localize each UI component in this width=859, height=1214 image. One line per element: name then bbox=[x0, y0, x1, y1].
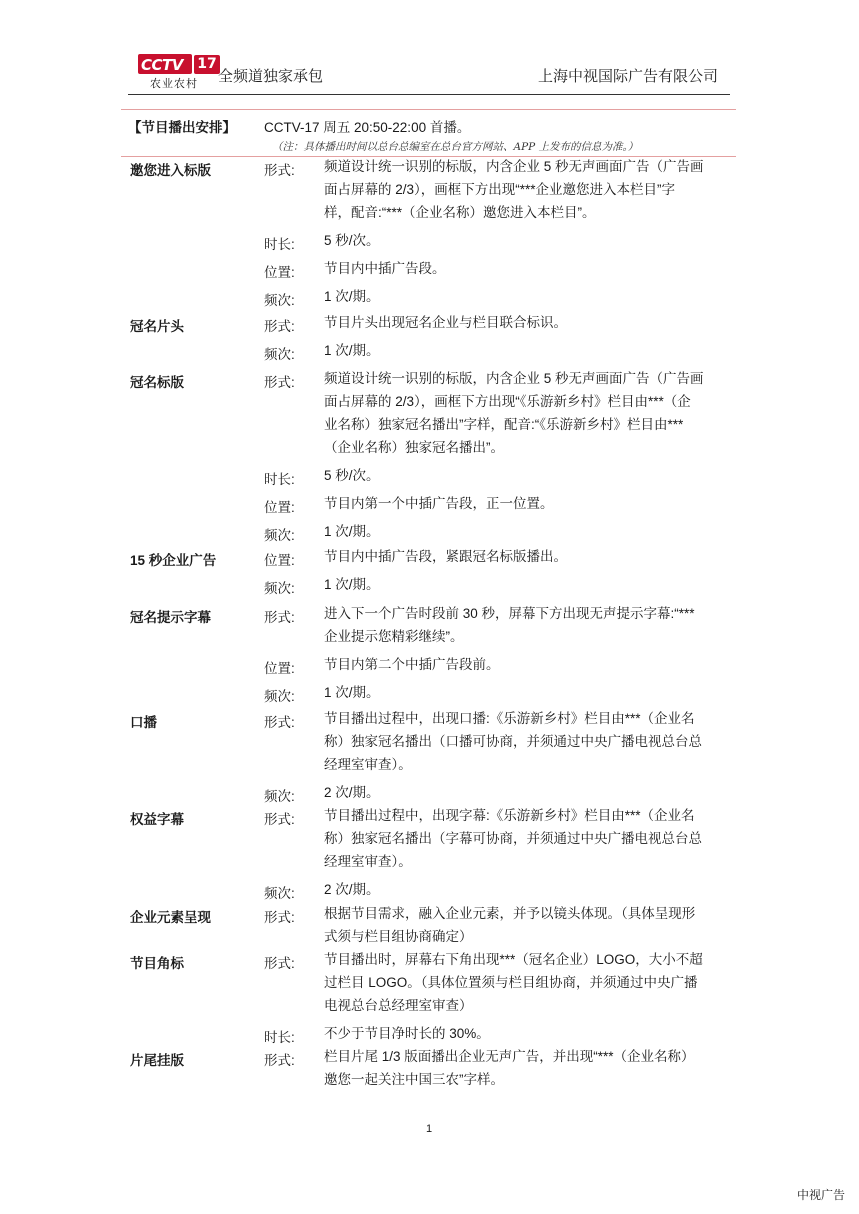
row-value bbox=[324, 545, 730, 568]
row-label: 形式: bbox=[264, 956, 295, 971]
row-value-line: 节目内中插广告段，紧跟冠名标版播出。 bbox=[324, 549, 567, 564]
row-label: 形式: bbox=[264, 812, 295, 827]
row-value-line: 根据节目需求，融入企业元素，并予以镜头体现。（具体呈现形 bbox=[324, 906, 696, 921]
row-value-line: 1 次/期。 bbox=[324, 343, 380, 358]
schedule-top-rule bbox=[121, 109, 736, 110]
row-value-line: 式须与栏目组协商确定） bbox=[324, 929, 473, 944]
header-rule bbox=[128, 94, 730, 95]
row-value-line: 2 次/期。 bbox=[324, 785, 380, 800]
row-value bbox=[324, 804, 730, 873]
row-label: 时长: bbox=[264, 237, 295, 252]
row-value bbox=[324, 707, 730, 776]
row-label: 形式: bbox=[264, 610, 295, 625]
row-value-line: 不少于节目净时长的 30%。 bbox=[324, 1026, 490, 1041]
page-header bbox=[128, 48, 730, 96]
row-label: 位置: bbox=[264, 661, 295, 676]
row-label: 频次: bbox=[264, 581, 295, 596]
row-value bbox=[324, 520, 730, 543]
row-label: 频次: bbox=[264, 347, 295, 362]
row-label: 位置: bbox=[264, 500, 295, 515]
row-value-line: 邀您一起关注中国三农”字样。 bbox=[324, 1072, 504, 1087]
watermark: 中视广告 bbox=[796, 1188, 845, 1202]
row-value bbox=[324, 573, 730, 596]
row-value bbox=[324, 681, 730, 704]
row-value bbox=[324, 1045, 730, 1091]
row-value bbox=[324, 1022, 730, 1045]
row-value-line: 5 秒/次。 bbox=[324, 468, 380, 483]
row-value bbox=[324, 902, 730, 948]
row-value-line: 节目内第一个中插广告段，正一位置。 bbox=[324, 496, 554, 511]
row-value-line: 1 次/期。 bbox=[324, 577, 380, 592]
section-title: 权益字幕 bbox=[130, 812, 184, 827]
row-label: 频次: bbox=[264, 789, 295, 804]
row-label: 形式: bbox=[264, 375, 295, 390]
row-value-line: 1 次/期。 bbox=[324, 289, 380, 304]
row-value-line: 面占屏幕的 2/3），画框下方出现“《乐游新乡村》栏目由***（企 bbox=[324, 394, 691, 409]
row-value bbox=[324, 602, 730, 648]
row-value-line: 业名称）独家冠名播出”字样，配音:“《乐游新乡村》栏目由*** bbox=[324, 417, 684, 432]
row-label: 频次: bbox=[264, 528, 295, 543]
section-title: 口播 bbox=[130, 715, 157, 730]
row-value-line: 2 次/期。 bbox=[324, 882, 380, 897]
row-value bbox=[324, 367, 730, 459]
row-value-line: 频道设计统一识别的标版，内含企业 5 秒无声画面广告（广告画 bbox=[324, 371, 704, 386]
row-value-line: 节目片头出现冠名企业与栏目联合标识。 bbox=[324, 315, 567, 330]
row-value bbox=[324, 492, 730, 515]
section-title: 冠名片头 bbox=[130, 319, 184, 334]
row-value-line: 栏目片尾 1/3 版面播出企业无声广告，并出现“***（企业名称） bbox=[324, 1049, 695, 1064]
header-company-name: 上海中视国际广告有限公司 bbox=[537, 68, 718, 85]
section-title: 企业元素呈现 bbox=[130, 910, 211, 925]
section-title: 节目角标 bbox=[130, 956, 184, 971]
logo-subtitle: 农业农村 bbox=[150, 78, 198, 90]
row-label: 形式: bbox=[264, 319, 295, 334]
section-title: 15 秒企业广告 bbox=[130, 553, 217, 568]
row-value-line: 1 次/期。 bbox=[324, 685, 380, 700]
row-value-line: 节目内第二个中插广告段前。 bbox=[324, 657, 500, 672]
row-value-line: 经理室审查）。 bbox=[324, 854, 412, 869]
row-value-line: 称）独家冠名播出（字幕可协商，并须通过中央广播电视总台总 bbox=[324, 831, 702, 846]
schedule-note: （注：具体播出时间以总台总编室在总台官方网站、APP 上发布的信息为准。） bbox=[272, 141, 639, 153]
row-value bbox=[324, 285, 730, 308]
row-value-line: 样，配音:“***（企业名称）邀您进入本栏目”。 bbox=[324, 205, 596, 220]
row-label: 形式: bbox=[264, 910, 295, 925]
header-left-title: 全频道独家承包 bbox=[218, 68, 324, 85]
row-value bbox=[324, 653, 730, 676]
row-value bbox=[324, 464, 730, 487]
row-value-line: 称）独家冠名播出（口播可协商，并须通过中央广播电视总台总 bbox=[324, 734, 702, 749]
row-value-line: 进入下一个广告时段前 30 秒，屏幕下方出现无声提示字幕:“*** bbox=[324, 606, 695, 621]
row-label: 频次: bbox=[264, 689, 295, 704]
row-label: 形式: bbox=[264, 163, 295, 178]
row-value bbox=[324, 339, 730, 362]
page-number: 1 bbox=[426, 1123, 433, 1135]
row-value-line: 节目内中插广告段。 bbox=[324, 261, 446, 276]
row-value-line: 节目播出过程中，出现口播:《乐游新乡村》栏目由***（企业名 bbox=[324, 711, 695, 726]
row-value bbox=[324, 229, 730, 252]
section-title: 片尾挂版 bbox=[130, 1053, 184, 1068]
row-value bbox=[324, 311, 730, 334]
row-label: 位置: bbox=[264, 553, 295, 568]
row-label: 位置: bbox=[264, 265, 295, 280]
row-label: 形式: bbox=[264, 715, 295, 730]
section-title: 邀您进入标版 bbox=[130, 163, 211, 178]
section-title: 冠名提示字幕 bbox=[130, 610, 211, 625]
row-value-line: 经理室审查）。 bbox=[324, 757, 412, 772]
section-title: 冠名标版 bbox=[130, 375, 184, 390]
cctv17-logo bbox=[138, 54, 217, 90]
logo-channel: 17 bbox=[194, 55, 220, 74]
row-label: 形式: bbox=[264, 1053, 295, 1068]
row-value-line: 电视总台总经理室审查） bbox=[324, 998, 473, 1013]
row-value bbox=[324, 257, 730, 280]
row-value bbox=[324, 878, 730, 901]
row-value-line: 频道设计统一识别的标版，内含企业 5 秒无声画面广告（广告画 bbox=[324, 159, 704, 174]
schedule-label: 【节目播出安排】 bbox=[128, 120, 236, 135]
row-label: 时长: bbox=[264, 472, 295, 487]
row-value bbox=[324, 155, 730, 224]
row-value-line: 1 次/期。 bbox=[324, 524, 380, 539]
row-value bbox=[324, 781, 730, 804]
row-value-line: （企业名称）独家冠名播出”。 bbox=[324, 440, 504, 455]
row-value-line: 企业提示您精彩继续”。 bbox=[324, 629, 464, 644]
row-label: 频次: bbox=[264, 293, 295, 308]
row-value-line: 节目播出过程中，出现字幕:《乐游新乡村》栏目由***（企业名 bbox=[324, 808, 695, 823]
row-label: 时长: bbox=[264, 1030, 295, 1045]
row-value-line: 5 秒/次。 bbox=[324, 233, 380, 248]
row-label: 频次: bbox=[264, 886, 295, 901]
logo-text: CCTV bbox=[141, 56, 183, 74]
row-value-line: 节目播出时，屏幕右下角出现***（冠名企业）LOGO，大小不超 bbox=[324, 952, 703, 967]
row-value-line: 过栏目 LOGO。（具体位置须与栏目组协商，并须通过中央广播 bbox=[324, 975, 698, 990]
row-value bbox=[324, 948, 730, 1017]
schedule-text: CCTV-17 周五 20:50-22:00 首播。 bbox=[264, 120, 471, 135]
row-value-line: 面占屏幕的 2/3），画框下方出现“***企业邀您进入本栏目”字 bbox=[324, 182, 676, 197]
